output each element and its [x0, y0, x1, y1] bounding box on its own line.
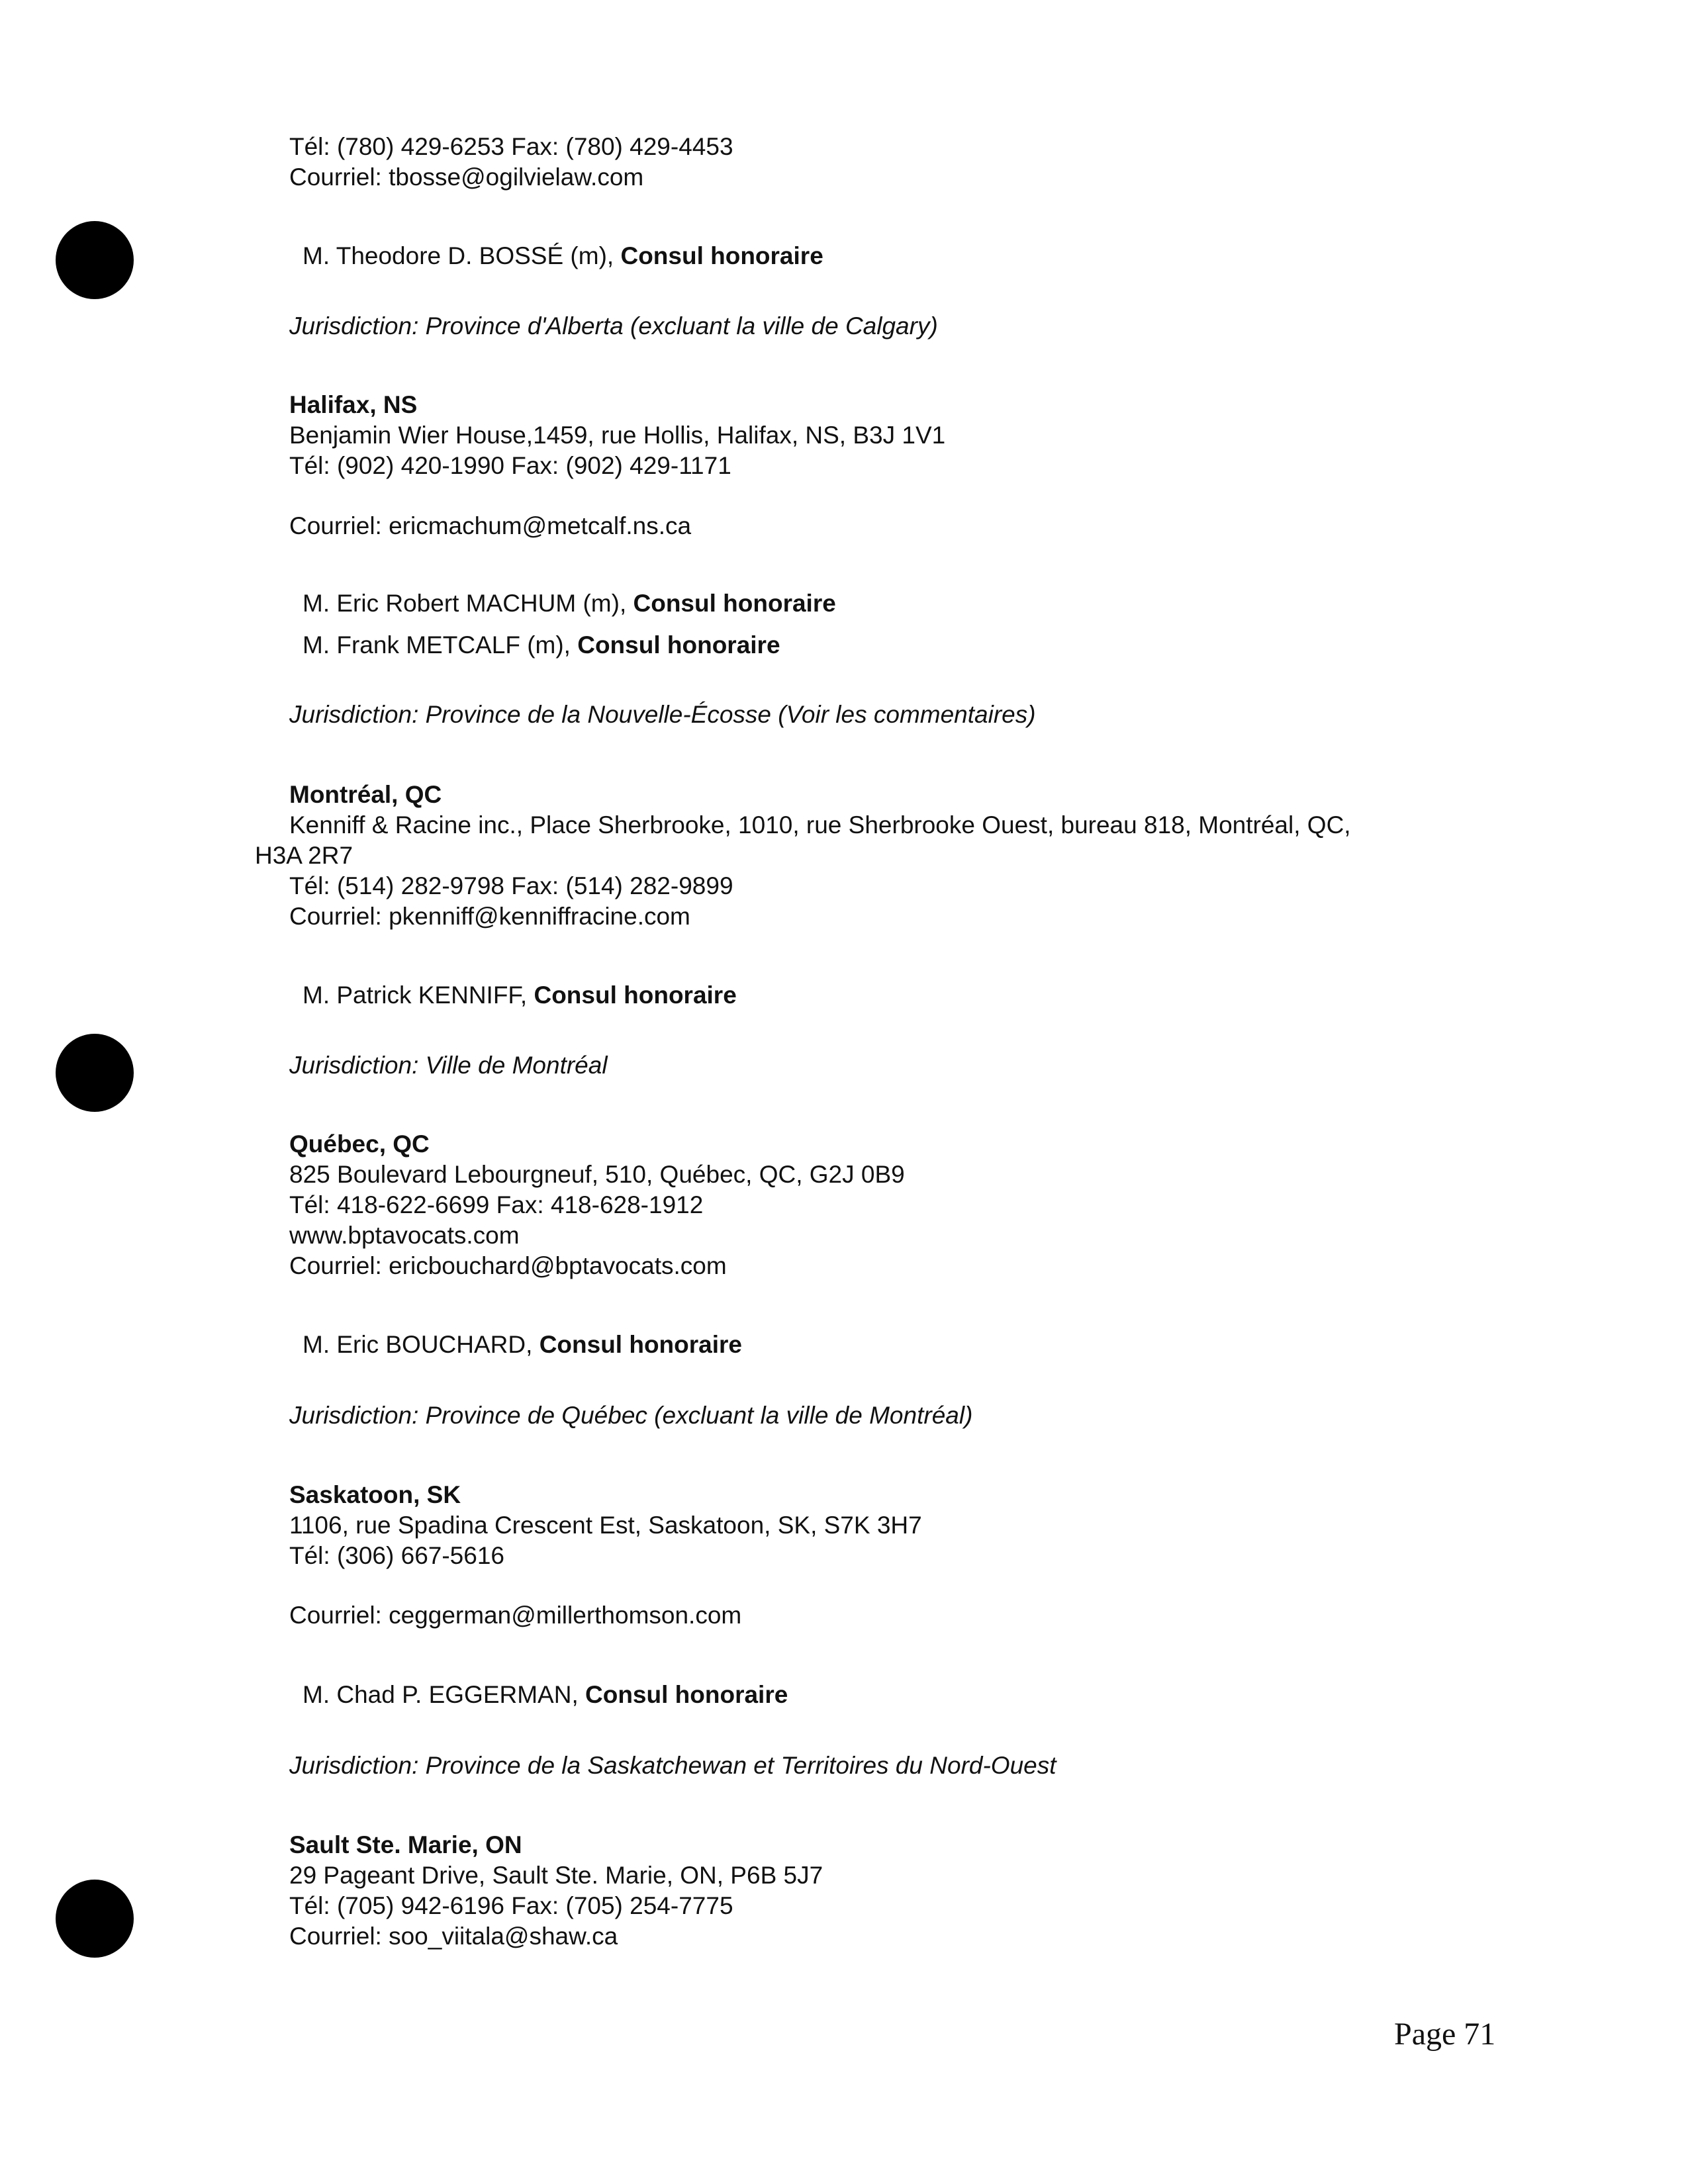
saskatoon-email: Courriel: ceggerman@millerthomson.com: [289, 1602, 742, 1629]
consul-entry: [303, 630, 780, 660]
edmonton-tel: Tél: (780) 429-6253 Fax: (780) 429-4453: [289, 133, 733, 160]
sault-ste-marie-heading: Sault Ste. Marie, ON: [289, 1831, 522, 1858]
consul-entry: [303, 980, 737, 1011]
consul-title: Consul honoraire: [585, 1681, 788, 1708]
quebec-website: www.bptavocats.com: [289, 1222, 520, 1249]
consul-name: M. Eric BOUCHARD,: [303, 1331, 539, 1358]
edmonton-email: Courriel: tbosse@ogilvielaw.com: [289, 163, 644, 191]
consul-name: M. Chad P. EGGERMAN,: [303, 1681, 585, 1708]
halifax-heading: Halifax, NS: [289, 391, 418, 418]
sault-ste-marie-email: Courriel: soo_viitala@shaw.ca: [289, 1923, 618, 1950]
montreal-jurisdiction: Jurisdiction: Ville de Montréal: [289, 1052, 608, 1079]
montreal-address-line2: H3A 2R7: [255, 842, 353, 869]
montreal-email: Courriel: pkenniff@kenniffracine.com: [289, 903, 690, 930]
consul-name: M. Frank METCALF (m),: [303, 631, 578, 659]
consul-entry: [303, 1330, 742, 1360]
quebec-email: Courriel: ericbouchard@bptavocats.com: [289, 1252, 727, 1279]
quebec-heading: Québec, QC: [289, 1130, 430, 1158]
montreal-tel: Tél: (514) 282-9798 Fax: (514) 282-9899: [289, 872, 733, 899]
saskatoon-address: 1106, rue Spadina Crescent Est, Saskatoon, SK, S7K 3H7: [289, 1512, 922, 1539]
binder-hole-icon: [56, 221, 134, 299]
consul-title: Consul honoraire: [534, 981, 737, 1009]
quebec-tel: Tél: 418-622-6699 Fax: 418-628-1912: [289, 1191, 704, 1218]
consul-name: M. Theodore D. BOSSÉ (m),: [303, 242, 621, 269]
quebec-jurisdiction: Jurisdiction: Province de Québec (excluant la ville de Montréal): [289, 1402, 973, 1429]
consul-entry: [303, 588, 836, 619]
sault-ste-marie-address: 29 Pageant Drive, Sault Ste. Marie, ON, P6B 5J7: [289, 1862, 823, 1889]
consul-name: M. Patrick KENNIFF,: [303, 981, 534, 1009]
binder-hole-icon: [56, 1034, 134, 1112]
halifax-address: Benjamin Wier House,1459, rue Hollis, Halifax, NS, B3J 1V1: [289, 422, 946, 449]
montreal-address-line1: Kenniff & Racine inc., Place Sherbrooke, 1010, rue Sherbrooke Ouest, bureau 818, Montréal, QC,: [289, 811, 1351, 839]
halifax-tel: Tél: (902) 420-1990 Fax: (902) 429-1171: [289, 452, 731, 479]
consul-title: Consul honoraire: [620, 242, 823, 269]
consul-title: Consul honoraire: [539, 1331, 742, 1358]
quebec-address: 825 Boulevard Lebourgneuf, 510, Québec, QC, G2J 0B9: [289, 1161, 905, 1188]
edmonton-jurisdiction: Jurisdiction: Province d'Alberta (excluant la ville de Calgary): [289, 312, 938, 340]
montreal-heading: Montréal, QC: [289, 781, 442, 808]
halifax-jurisdiction: Jurisdiction: Province de la Nouvelle-Écosse (Voir les commentaires): [289, 701, 1036, 728]
consul-title: Consul honoraire: [633, 590, 836, 617]
binder-hole-icon: [56, 1880, 134, 1958]
sault-ste-marie-tel: Tél: (705) 942-6196 Fax: (705) 254-7775: [289, 1892, 733, 1919]
consul-title: Consul honoraire: [577, 631, 780, 659]
consul-entry: [303, 1680, 788, 1710]
saskatoon-jurisdiction: Jurisdiction: Province de la Saskatchewan et Territoires du Nord-Ouest: [289, 1752, 1056, 1779]
consul-name: M. Eric Robert MACHUM (m),: [303, 590, 633, 617]
consul-entry: [303, 241, 823, 271]
saskatoon-tel: Tél: (306) 667-5616: [289, 1542, 504, 1569]
page-number: Page 71: [1394, 2017, 1496, 2052]
halifax-email: Courriel: ericmachum@metcalf.ns.ca: [289, 512, 692, 539]
saskatoon-heading: Saskatoon, SK: [289, 1481, 461, 1508]
